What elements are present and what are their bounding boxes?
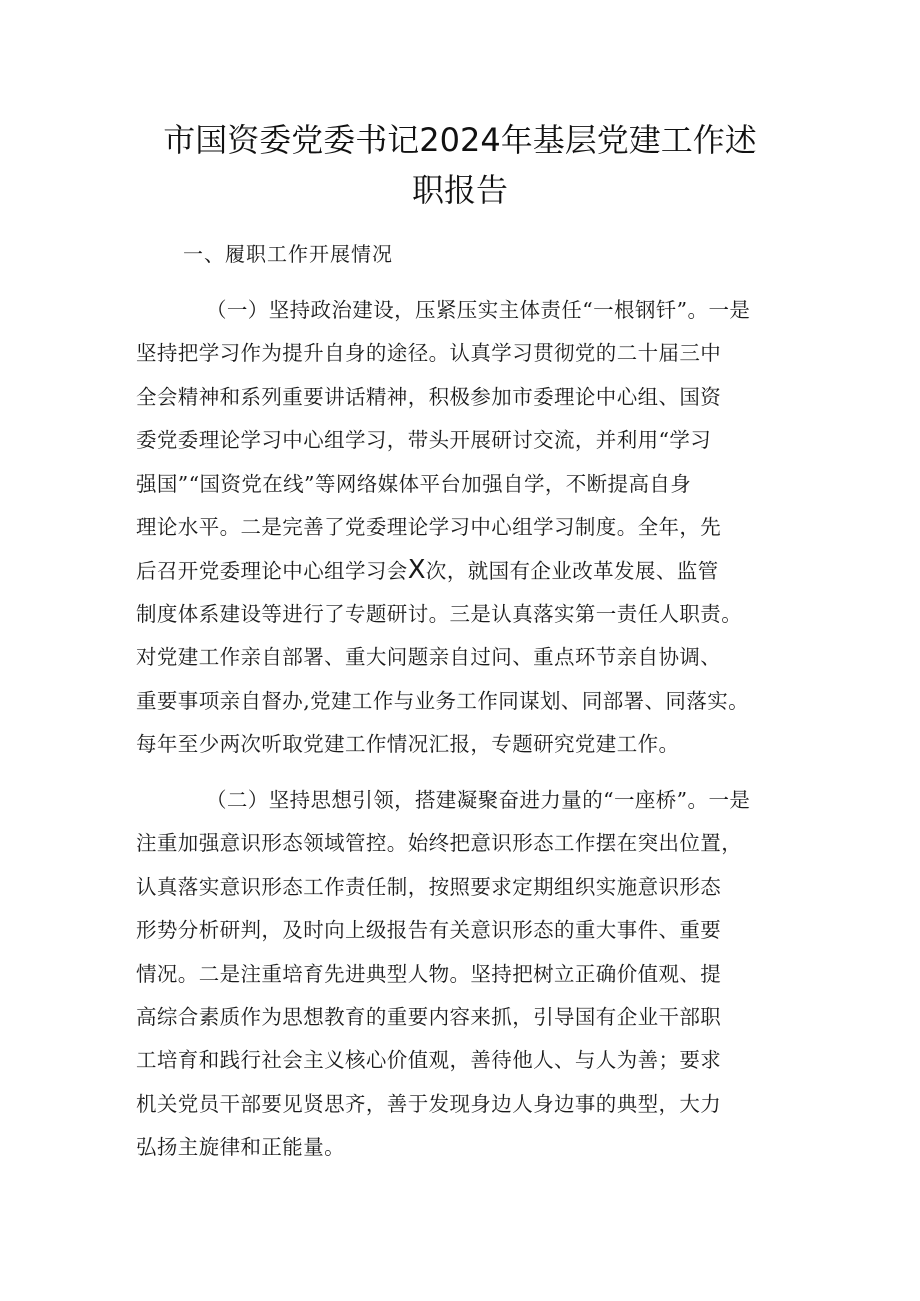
paragraph-line: 形势分析研判，及时向上级报告有关意识形态的重大事件、重要 (136, 918, 722, 943)
paragraph-line: 认真落实意识形态工作责任制，按照要求定期组织实施意识形态 (136, 874, 722, 899)
document-title-line-1: 市国资委党委书记2024年基层党建工作述 (163, 121, 757, 159)
paragraph-line: 全会精神和系列重要讲话精神，积极参加市委理论中心组、国资 (136, 384, 722, 409)
paragraph-line: 注重加强意识形态领域管控。始终把意识形态工作摆在突出位置， (136, 831, 743, 856)
paragraph-line: 制度体系建设等进行了专题研讨。三是认真落实第一责任人职责。 (136, 601, 743, 626)
document-title-line-2: 职报告 (411, 171, 508, 209)
paragraph-line: 弘扬主旋律和正能量。 (136, 1135, 345, 1160)
paragraph-line: 坚持把学习作为提升自身的途径。认真学习贯彻党的二十届三中 (136, 341, 722, 366)
paragraph-line: （一）坚持政治建设，压紧压实主体责任“一根钢钎”。一是 (206, 298, 751, 322)
paragraph-2 (136, 779, 816, 1170)
paragraph-line: 委党委理论学习中心组学习，带头开展研讨交流，并利用“学习 (136, 428, 712, 453)
paragraph-line: 对党建工作亲自部署、重大问题亲自过问、重点环节亲自协调、 (136, 645, 722, 670)
paragraph-text: 后召开党委理论中心组学习会 (136, 559, 408, 584)
paragraph-line: 高综合素质作为思想教育的重要内容来抓，引导国有企业干部职 (136, 1004, 722, 1029)
paragraph-text: 次，就国有企业改革发展、监管 (425, 559, 719, 584)
section-heading: 一、履职工作开展情况 (183, 242, 393, 266)
paragraph-line: 理论水平。二是完善了党委理论学习中心组学习制度。全年，先 (136, 514, 722, 539)
paragraph-line: 每年至少两次听取党建工作情况汇报，专题研究党建工作。 (136, 731, 680, 756)
paragraph-line: 重要事项亲自督办,党建工作与业务工作同谋划、同部署、同落实。 (136, 688, 750, 713)
paragraph-line (136, 549, 816, 592)
paragraph-line: 工培育和践行社会主义核心价值观，善待他人、与人为善；要求 (136, 1048, 722, 1073)
placeholder-count: X (407, 555, 426, 586)
paragraph-line: 情况。二是注重培育先进典型人物。坚持把树立正确价值观、提 (136, 961, 722, 986)
paragraph-line: 强国”“国资党在线”等网络媒体平台加强自学，不断提高自身 (136, 471, 692, 496)
paragraph-line: （二）坚持思想引领，搭建凝聚奋进力量的“一座桥”。一是 (206, 788, 751, 812)
paragraph-line: 机关党员干部要见贤思齐，善于发现身边人身边事的典型，大力 (136, 1091, 722, 1116)
paragraph-1 (136, 289, 816, 766)
